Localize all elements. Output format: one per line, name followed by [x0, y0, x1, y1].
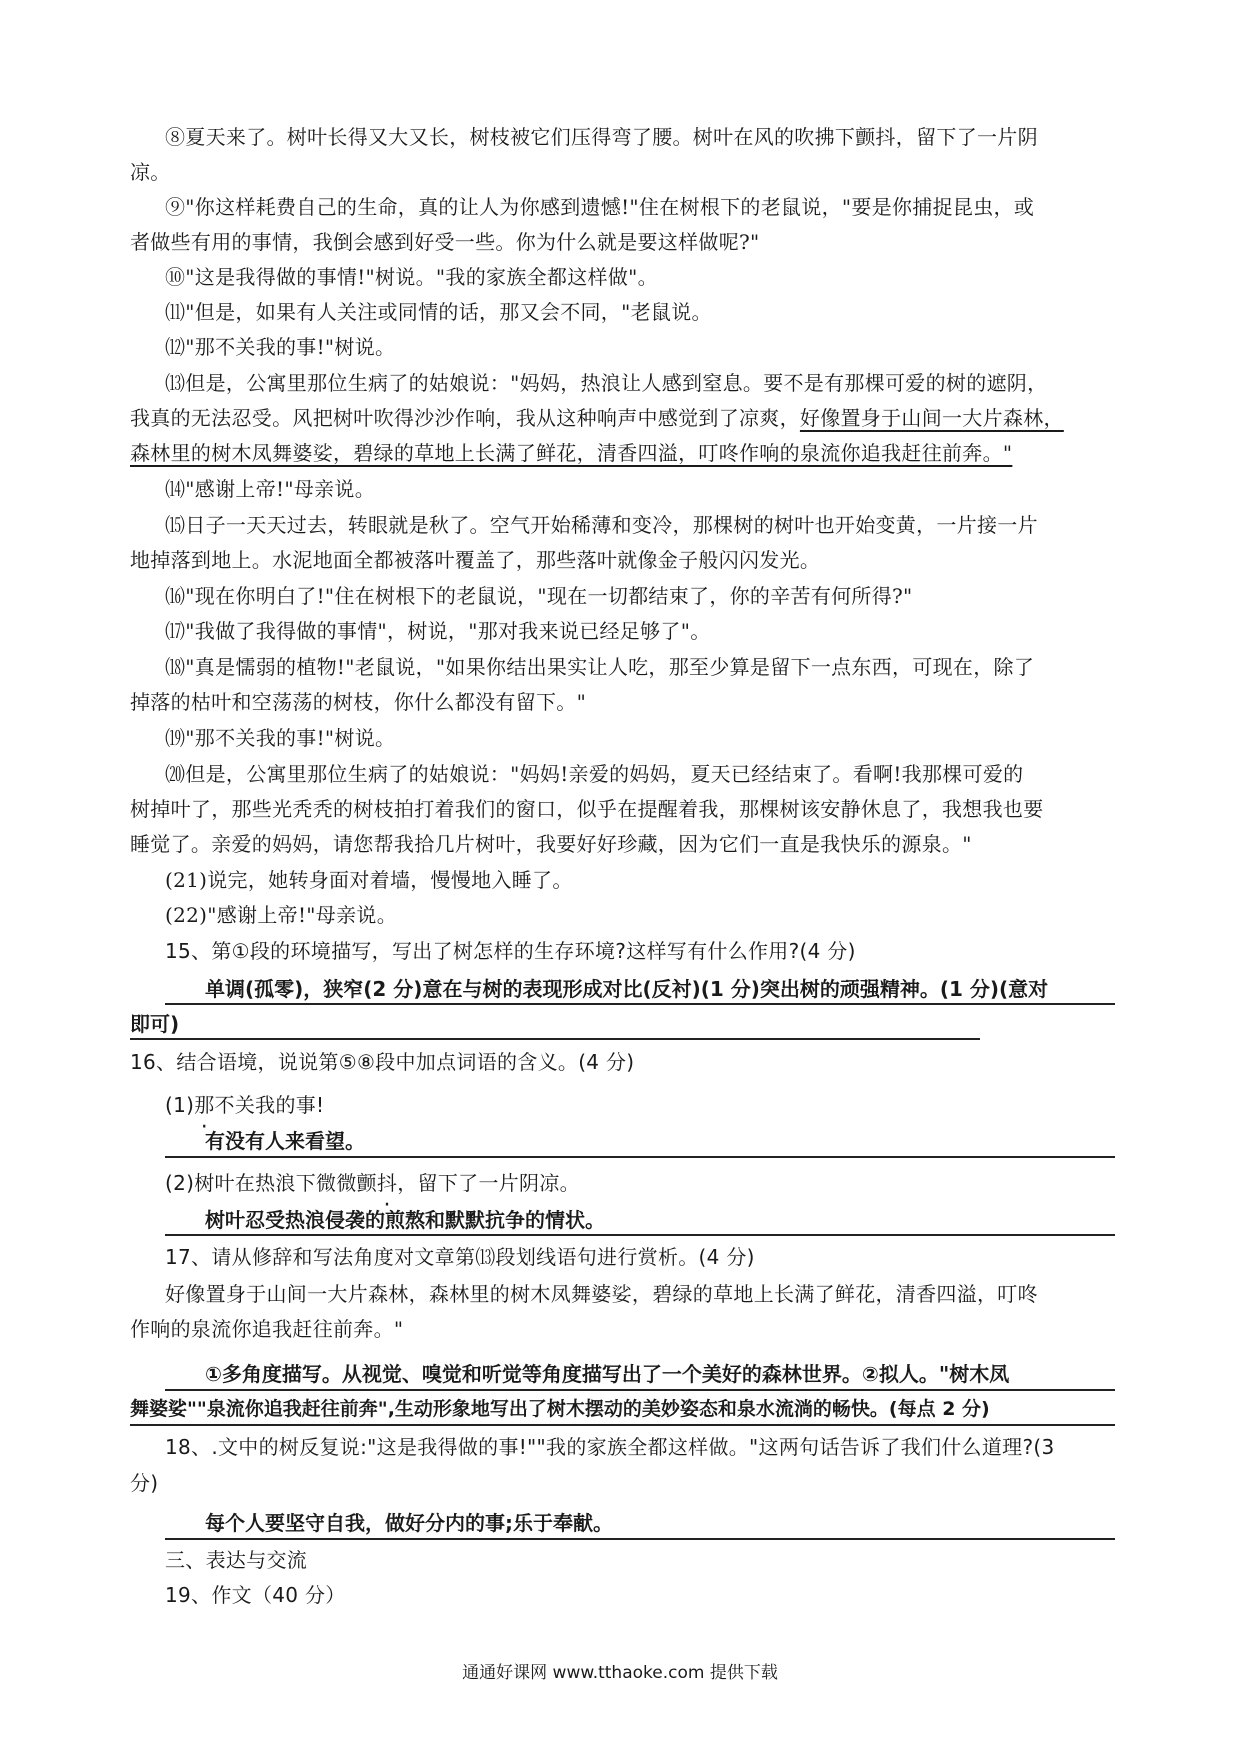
answer-16-1: 有没有人来看望。 [205, 1129, 365, 1153]
answer-15-underline-2 [130, 1038, 980, 1040]
paragraph-13-line-1: ⒀但是，公寓里那位生病了的姑娘说："妈妈，热浪让人感到窒息。要不是有那棵可爱的树的遮阴， [165, 371, 1048, 395]
paragraph-8-line-1: ⑧夏天来了。树叶长得又大又长，树枝被它们压得弯了腰。树叶在风的吹拂下颤抖，留下了一片阴 [165, 125, 1038, 149]
paragraph-21: (21)说完，她转身面对着墙，慢慢地入睡了。 [165, 868, 573, 892]
paragraph-12: ⑿"那不关我的事!"树说。 [165, 335, 396, 359]
answer-18-underline [165, 1538, 1115, 1540]
paragraph-16: ⒃"现在你明白了!"住在树根下的老鼠说，"现在一切都结束了，你的辛苦有何所得?" [165, 584, 913, 608]
question-16-item-2-dotted-word: 抖 [376, 1171, 398, 1195]
answer-15-line-2: 即可) [130, 1012, 180, 1036]
answer-16-1-underline [165, 1156, 1115, 1158]
paragraph-13-line-3-underlined: 森林里的树木凤舞婆娑，碧绿的草地上长满了鲜花，清香四溢，叮咚作响的泉流你追我赶往前奔。" [130, 441, 1013, 465]
section-3-heading: 三、表达与交流 [165, 1548, 308, 1572]
paragraph-13-line-2 [130, 401, 1064, 435]
question-16-item-2-start: (2)树叶在热浪下微微颤 [165, 1171, 377, 1195]
paragraph-9-line-2: 者做些有用的事情，我倒会感到好受一些。你为什么就是要这样做呢?" [130, 230, 760, 254]
paragraph-9-line-1: ⑨"你这样耗费自己的生命，真的让人为你感到遗憾!"住在树根下的老鼠说，"要是你捕捉昆虫，或 [165, 195, 1035, 219]
answer-15-underline-1 [165, 1003, 1115, 1005]
answer-17-line-2: 舞婆娑""泉流你追我赶往前奔",生动形象地写出了树木摆动的美妙姿态和泉水流淌的畅快。(每点 2 分) [130, 1398, 990, 1420]
paragraph-13-line-2-plain: 我真的无法忍受。风把树叶吹得沙沙作响，我从这种响声中感觉到了凉爽， [130, 406, 800, 430]
question-16-item-1-dotted-word: 那 [194, 1093, 215, 1117]
paragraph-17: ⒄"我做了我得做的事情"，树说，"那对我来说已经足够了"。 [165, 619, 711, 643]
question-17: 17、请从修辞和写法角度对文章第⒀段划线语句进行赏析。(4 分) [165, 1245, 755, 1269]
answer-18: 每个人要坚守自我，做好分内的事;乐于奉献。 [205, 1511, 613, 1535]
question-16-item-1-number: (1) [165, 1093, 195, 1117]
question-16-item-1-rest: 不关我的事! [214, 1093, 325, 1117]
answer-16-2: 树叶忍受热浪侵袭的煎熬和默默抗争的情状。 [205, 1208, 605, 1232]
question-17-quote-line-1: 好像置身于山间一大片森林，森林里的树木凤舞婆娑，碧绿的草地上长满了鲜花，清香四溢，叮咚 [165, 1282, 1038, 1306]
paragraph-22: (22)"感谢上帝!"母亲说。 [165, 903, 397, 927]
paragraph-18-line-1: ⒅"真是懦弱的植物!"老鼠说，"如果你结出果实让人吃，那至少算是留下一点东西，可现在，除了 [165, 655, 1035, 679]
answer-17-line-1: ①多角度描写。从视觉、嗅觉和听觉等角度描写出了一个美好的森林世界。②拟人。"树木凤 [205, 1362, 1010, 1386]
question-16-item-1 [165, 1088, 324, 1122]
paragraph-14: ⒁"感谢上帝!"母亲说。 [165, 477, 376, 501]
paragraph-13-underlined-start: 好像置身于山间一大片森林， [799, 406, 1064, 430]
paragraph-11: ⑾"但是，如果有人关注或同情的话，那又会不同，"老鼠说。 [165, 300, 712, 324]
paragraph-20-line-2: 树掉叶了，那些光秃秃的树枝拍打着我们的窗口，似乎在提醒着我，那棵树该安静休息了，我想我也要 [130, 797, 1044, 821]
question-18-line-2: 分) [130, 1471, 159, 1495]
question-18-line-1: 18、.文中的树反复说:"这是我得做的事!""我的家族全都这样做。"这两句话告诉了我们什么道理?(3 [165, 1435, 1055, 1459]
paragraph-19: ⒆"那不关我的事!"树说。 [165, 726, 396, 750]
paragraph-15-line-2: 地掉落到地上。水泥地面全都被落叶覆盖了，那些落叶就像金子般闪闪发光。 [130, 548, 821, 572]
answer-16-2-underline [165, 1234, 1115, 1236]
paragraph-20-line-3: 睡觉了。亲爱的妈妈，请您帮我拾几片树叶，我要好好珍藏，因为它们一直是我快乐的源泉。" [130, 832, 972, 856]
question-17-quote-line-2: 作响的泉流你追我赶往前奔。" [130, 1317, 404, 1341]
question-16-item-2-rest: ，留下了一片阴凉。 [397, 1171, 580, 1195]
answer-17-underline-1 [165, 1389, 1115, 1391]
paragraph-18-line-2: 掉落的枯叶和空荡荡的树枝，你什么都没有留下。" [130, 690, 587, 714]
paragraph-8-line-2: 凉。 [130, 160, 171, 184]
question-19: 19、作文（40 分） [165, 1583, 346, 1607]
question-15: 15、第①段的环境描写，写出了树怎样的生存环境?这样写有什么作用?(4 分) [165, 939, 856, 963]
paragraph-15-line-1: ⒂日子一天天过去，转眼就是秋了。空气开始稀薄和变冷，那棵树的树叶也开始变黄，一片接一片 [165, 513, 1038, 537]
page-footer: 通通好课网 www.tthaoke.com 提供下载 [462, 1663, 778, 1683]
question-16: 16、结合语境，说说第⑤⑧段中加点词语的含义。(4 分) [130, 1050, 635, 1074]
paragraph-20-line-1: ⒇但是，公寓里那位生病了的姑娘说："妈妈!亲爱的妈妈，夏天已经结束了。看啊!我那棵可爱的 [165, 762, 1024, 786]
paragraph-10: ⑩"这是我得做的事情!"树说。"我的家族全都这样做"。 [165, 265, 658, 289]
answer-17-underline-2 [130, 1424, 1115, 1426]
question-16-item-2 [165, 1166, 580, 1200]
answer-15-line-1: 单调(孤零)，狭窄(2 分)意在与树的表现形成对比(反衬)(1 分)突出树的顽强精神。(1 分)(意对 [205, 977, 1049, 1001]
